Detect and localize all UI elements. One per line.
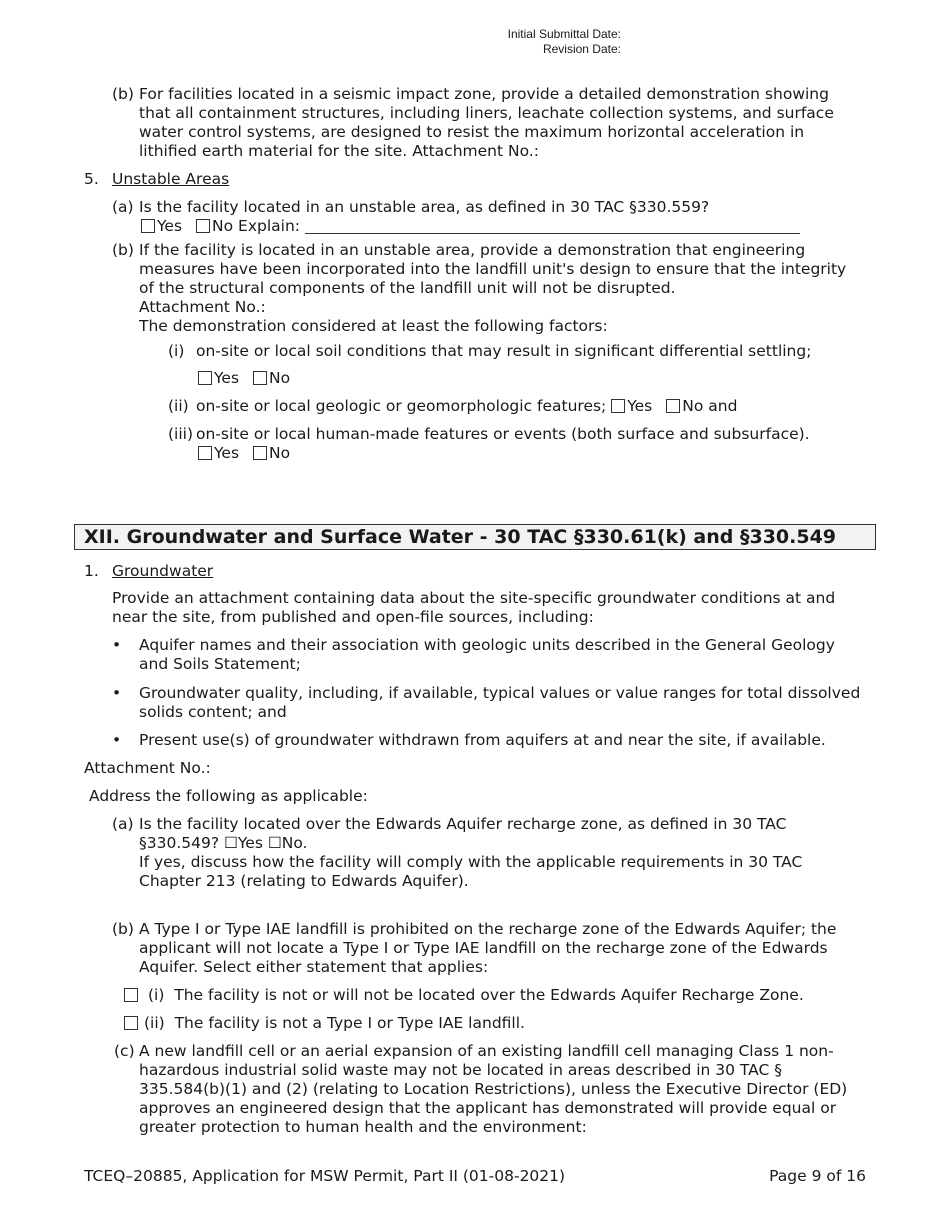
gw-b-option-ii bbox=[124, 1014, 525, 1033]
seismic-item-marker: (b) bbox=[112, 85, 134, 103]
seismic-line-4: lithified earth material for the site. Attachment No.: bbox=[139, 142, 539, 160]
option-i-marker: (i) bbox=[148, 986, 165, 1004]
gw-c-line-2: hazardous industrial solid waste may not be located in areas described in 30 TAC § bbox=[139, 1061, 783, 1079]
gw-c-line-1: A new landfill cell or an aerial expansion of an existing landfill cell managing Class 1 non- bbox=[139, 1042, 834, 1060]
bullet-1-line-1: Aquifer names and their association with geologic units described in the General Geology bbox=[139, 636, 835, 654]
option-ii-checkbox[interactable] bbox=[124, 1016, 138, 1030]
gw-b-marker: (b) bbox=[112, 920, 134, 938]
gw-a-line-2: §330.549? ☐Yes ☐No. bbox=[139, 834, 308, 852]
gw-c-line-5: greater protection to human health and the environment: bbox=[139, 1118, 587, 1136]
factor-ii-text: on-site or local geologic or geomorphologic features; bbox=[196, 397, 607, 415]
seismic-line-3: water control systems, are designed to resist the maximum horizontal acceleration in bbox=[139, 123, 805, 141]
footer-form-id: TCEQ–20885, Application for MSW Permit, Part II (01-08-2021) bbox=[84, 1167, 566, 1185]
unstable-b-line-1: If the facility is located in an unstable area, provide a demonstration that engineering bbox=[139, 241, 806, 259]
gw-c-marker: (c) bbox=[114, 1042, 135, 1060]
factor-iii-answer-row bbox=[198, 444, 290, 463]
gw-a-line-3: If yes, discuss how the facility will comply with the applicable requirements in 30 TAC bbox=[139, 853, 803, 871]
factor-i-no-checkbox[interactable] bbox=[253, 371, 267, 385]
gw-a-line-1: Is the facility located over the Edwards Aquifer recharge zone, as defined in 30 TAC bbox=[139, 815, 787, 833]
yes-label: Yes bbox=[214, 444, 240, 462]
factor-iii-text: on-site or local human-made features or events (both surface and subsurface). bbox=[196, 425, 810, 443]
bullet-dot: • bbox=[112, 684, 122, 702]
unstable-b-line-2: measures have been incorporated into the landfill unit's design to ensure that the integrity bbox=[139, 260, 847, 278]
unstable-number: 5. bbox=[84, 170, 99, 188]
factor-ii-marker: (ii) bbox=[168, 397, 189, 415]
unstable-a-marker: (a) bbox=[112, 198, 134, 216]
factor-ii-no-checkbox[interactable] bbox=[666, 399, 680, 413]
option-i-text: The facility is not or will not be located over the Edwards Aquifer Recharge Zone. bbox=[174, 986, 804, 1004]
no-label: No bbox=[269, 369, 291, 387]
gw-b-line-3: Aquifer. Select either statement that applies: bbox=[139, 958, 489, 976]
unstable-a-question: Is the facility located in an unstable area, as defined in 30 TAC §330.559? bbox=[139, 198, 710, 216]
groundwater-intro-line-2: near the site, from published and open-file sources, including: bbox=[112, 608, 594, 626]
section-xii-heading: XII. Groundwater and Surface Water - 30 TAC §330.61(k) and §330.549 bbox=[74, 524, 876, 550]
gw-b-line-2: applicant will not locate a Type I or Type IAE landfill on the recharge zone of the Edwards bbox=[139, 939, 828, 957]
bullet-2-line-2: solids content; and bbox=[139, 703, 287, 721]
gw-c-line-3: 335.584(b)(1) and (2) (relating to Location Restrictions), unless the Executive Director (ED) bbox=[139, 1080, 848, 1098]
groundwater-attachment: Attachment No.: bbox=[84, 759, 211, 777]
gw-b-option-i bbox=[124, 986, 804, 1005]
option-i-checkbox[interactable] bbox=[124, 988, 138, 1002]
footer-page-number: Page 9 of 16 bbox=[769, 1167, 866, 1185]
yes-label: Yes bbox=[627, 397, 653, 415]
factor-i-marker: (i) bbox=[168, 342, 185, 360]
bullet-3-line-1: Present use(s) of groundwater withdrawn from aquifers at and near the site, if available. bbox=[139, 731, 826, 749]
unstable-a-yes-checkbox[interactable] bbox=[141, 219, 155, 233]
unstable-b-marker: (b) bbox=[112, 241, 134, 259]
unstable-b-line-3: of the structural components of the landfill unit will not be disrupted. bbox=[139, 279, 676, 297]
seismic-line-1: For facilities located in a seismic impact zone, provide a detailed demonstration showing bbox=[139, 85, 829, 103]
factor-iii-no-checkbox[interactable] bbox=[253, 446, 267, 460]
no-label: No bbox=[269, 444, 291, 462]
seismic-line-2: that all containment structures, including liners, leachate collection systems, and surface bbox=[139, 104, 834, 122]
yes-label: Yes bbox=[157, 217, 183, 235]
yes-label: Yes bbox=[214, 369, 240, 387]
factor-i-yes-checkbox[interactable] bbox=[198, 371, 212, 385]
bullet-1-line-2: and Soils Statement; bbox=[139, 655, 301, 673]
address-following-text: Address the following as applicable: bbox=[89, 787, 368, 805]
explain-label: Explain: bbox=[238, 217, 301, 235]
factor-iii-yes-checkbox[interactable] bbox=[198, 446, 212, 460]
no-label: No bbox=[212, 217, 234, 235]
explain-input-line[interactable] bbox=[305, 219, 800, 234]
bullet-2-line-1: Groundwater quality, including, if available, typical values or value ranges for total dissolved bbox=[139, 684, 861, 702]
factor-ii-row bbox=[196, 397, 737, 416]
initial-submittal-date-label: Initial Submittal Date: bbox=[507, 27, 621, 41]
factor-iii-marker: (iii) bbox=[168, 425, 194, 443]
revision-date-label: Revision Date: bbox=[542, 42, 621, 56]
gw-c-line-4: approves an engineered design that the applicant has demonstrated will provide equal or bbox=[139, 1099, 837, 1117]
groundwater-number: 1. bbox=[84, 562, 99, 580]
factor-i-answer-row bbox=[198, 369, 290, 388]
unstable-b-factors-intro: The demonstration considered at least the following factors: bbox=[139, 317, 608, 335]
option-ii-text: The facility is not a Type I or Type IAE landfill. bbox=[174, 1014, 525, 1032]
unstable-a-answer-row bbox=[141, 217, 800, 236]
bullet-dot: • bbox=[112, 731, 122, 749]
factor-i-text: on-site or local soil conditions that may result in significant differential settling; bbox=[196, 342, 812, 360]
gw-b-line-1: A Type I or Type IAE landfill is prohibited on the recharge zone of the Edwards Aquifer; the bbox=[139, 920, 837, 938]
factor-ii-yes-checkbox[interactable] bbox=[611, 399, 625, 413]
unstable-b-attachment: Attachment No.: bbox=[139, 298, 266, 316]
bullet-dot: • bbox=[112, 636, 122, 654]
gw-a-marker: (a) bbox=[112, 815, 134, 833]
unstable-a-no-checkbox[interactable] bbox=[196, 219, 210, 233]
option-ii-marker: (ii) bbox=[144, 1014, 165, 1032]
groundwater-intro-line-1: Provide an attachment containing data about the site-specific groundwater conditions at and bbox=[112, 589, 836, 607]
unstable-areas-heading: Unstable Areas bbox=[112, 170, 230, 188]
groundwater-heading: Groundwater bbox=[112, 562, 214, 580]
factor-ii-no-and-label: No and bbox=[682, 397, 738, 415]
gw-a-line-4: Chapter 213 (relating to Edwards Aquifer). bbox=[139, 872, 469, 890]
